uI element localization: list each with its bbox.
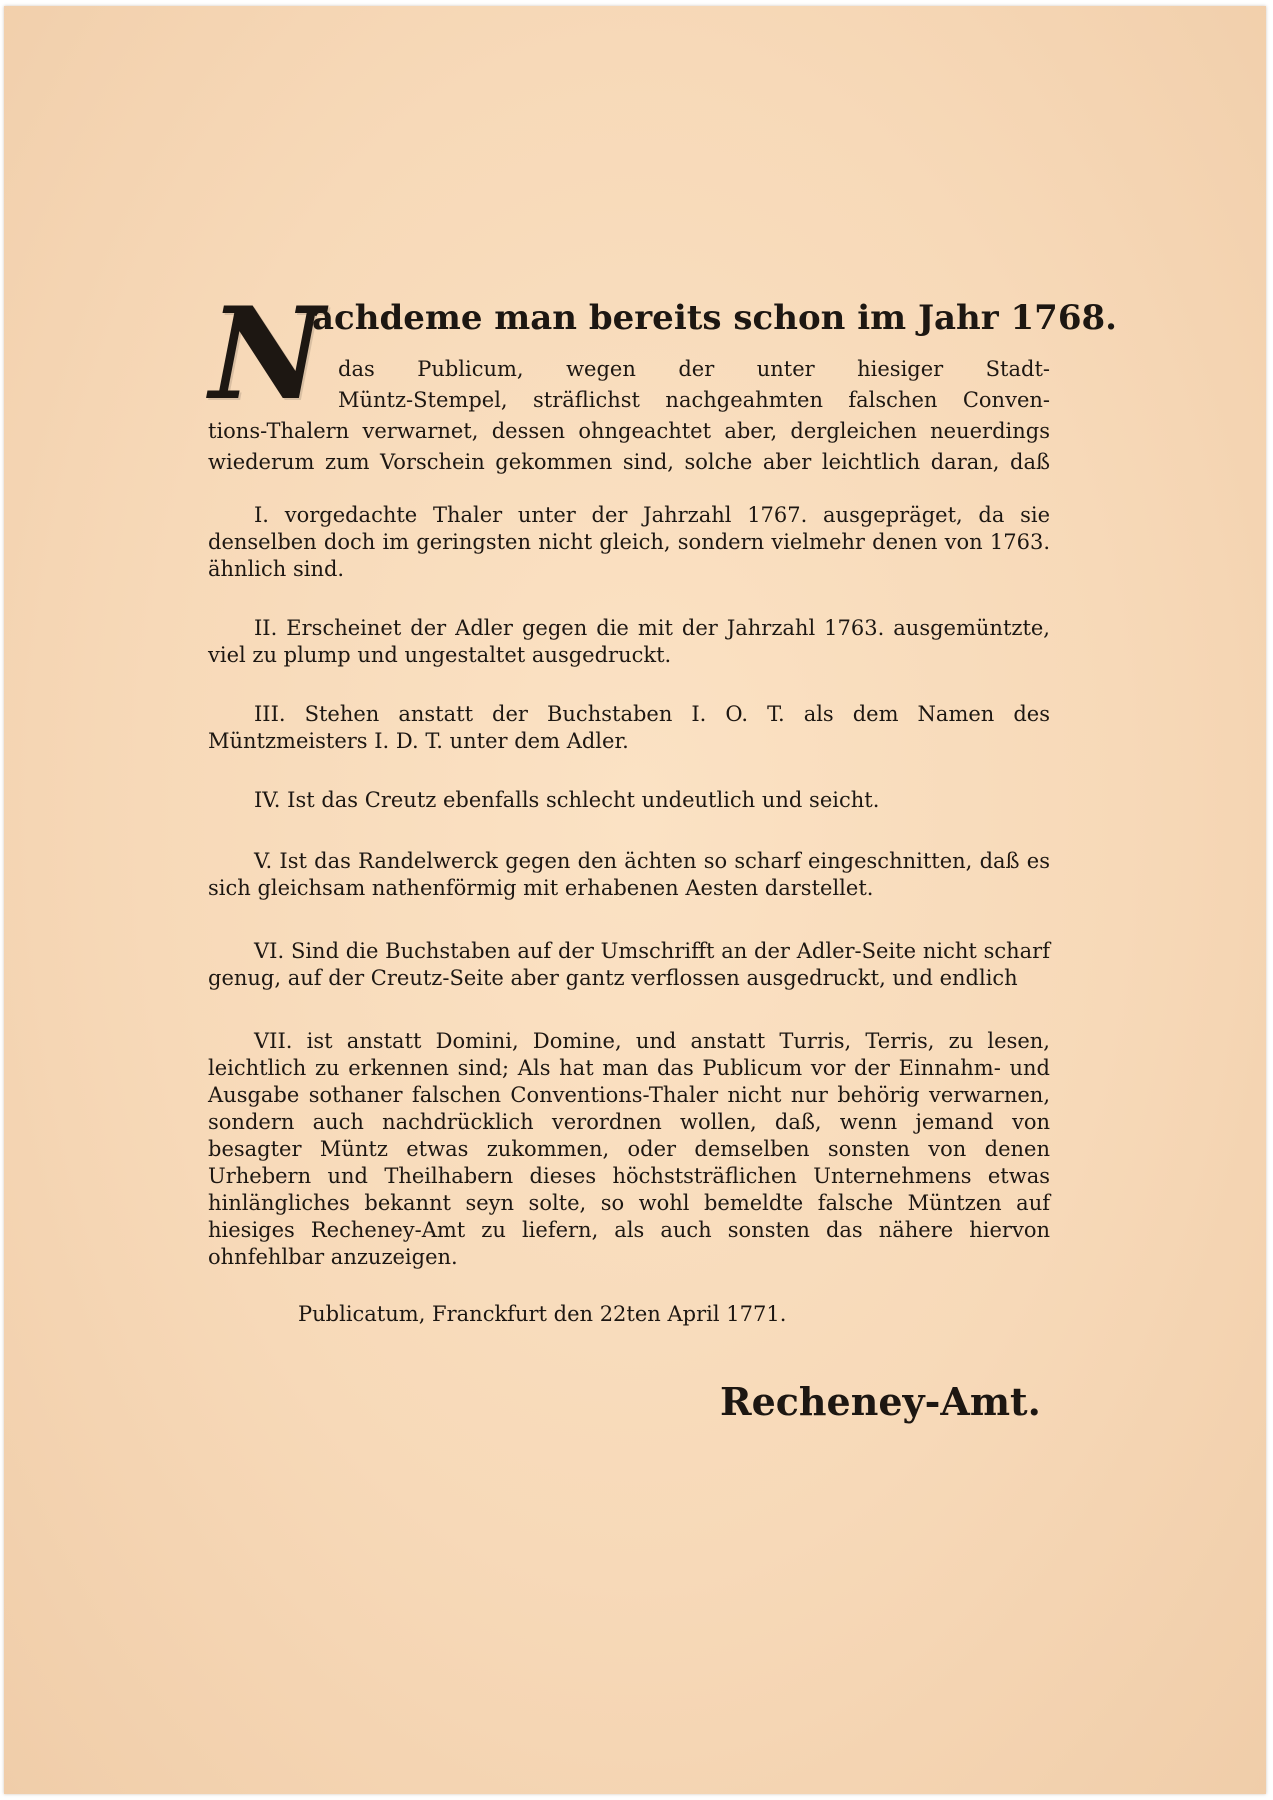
point-numeral: VII.: [254, 1029, 293, 1053]
point-i: [208, 502, 1050, 583]
point-numeral: II.: [254, 616, 278, 640]
decorated-initial: N: [209, 280, 325, 428]
ordinance-text: [208, 280, 1117, 1424]
point-numeral: III.: [254, 702, 286, 726]
point-text: Stehen anstatt der Buchstaben I. O. T. als dem Namen des Müntzmeisters I. D. T. unter dem Adler.: [208, 702, 1050, 753]
point-numeral: I.: [254, 503, 269, 527]
point-vii: [208, 1028, 1050, 1271]
point-text: Erscheinet der Adler gegen die mit der Jahrzahl 1763. ausgemüntzte, viel zu plump und ungestaltet ausgedruckt.: [208, 616, 1050, 667]
point-iii: [208, 701, 1050, 755]
signature: Recheney-Amt.: [720, 1379, 1041, 1424]
opening-line-2: das Publicum, wegen der unter hiesiger Stadt-: [338, 357, 1050, 381]
publication-line: Publicatum, Franckfurt den 22ten April 1771.: [298, 1302, 787, 1326]
opening-line-3: Müntz-Stempel, sträflichst nachgeahmten falschen Conven-: [338, 388, 1050, 412]
point-text: Ist das Randelwerck gegen den ächten so scharf eingeschnitten, daß es sich gleichsam nathenförmig mit erhabenen Aesten darstellet.: [208, 849, 1050, 900]
point-text: Sind die Buchstaben auf der Umschrifft an der Adler-Seite nicht scharf genug, auf der Creutz-Seite aber gantz verflossen ausgedruckt, und endlich: [208, 939, 1050, 990]
opening-line-4: tions-Thalern verwarnet, dessen ohngeachtet aber, dergleichen neuerdings: [208, 419, 1050, 443]
point-text: ist anstatt Domini, Domine, und anstatt Turris, Terris, zu lesen, leichtlich zu erkennen sind; Als hat man das Publicum vor der Einnahm- und Ausgabe sothaner falschen Conventions-Thaler nicht nur behörig verwarnen, sondern auch nachdrücklich verordnen wollen, daß, wenn jemand von besagter Müntz etwas zukommen, oder demselben sonsten von denen Urhebern und Theilhabern dieses höchststräflichen Unternehmens etwas hinlängliches bekannt seyn solte, so wohl bemeldte falsche Müntzen auf hiesiges Recheney-Amt zu liefern, als auch sonsten das nähere hiervon ohnfehlbar anzuzeigen.: [208, 1029, 1050, 1269]
opening-line-5: wiederum zum Vorschein gekommen sind, solche aber leichtlich daran, daß: [208, 450, 1050, 474]
document-sheet: [4, 6, 1266, 1794]
point-numeral: V.: [254, 849, 273, 873]
point-iv: [208, 787, 1050, 814]
opening-paragraph: [208, 280, 1117, 484]
point-text: vorgedachte Thaler unter der Jahrzahl 1767. ausgepräget, da sie denselben doch im geringsten nicht gleich, sondern vielmehr denen von 1763. ähnlich sind.: [208, 503, 1050, 581]
point-ii: [208, 615, 1050, 669]
point-vi: [208, 938, 1050, 992]
point-v: [208, 848, 1050, 902]
point-numeral: VI.: [254, 939, 285, 963]
point-text: Ist das Creutz ebenfalls schlecht undeutlich und seicht.: [287, 788, 880, 812]
opening-line-1: achdeme man bereits schon im Jahr 1768.: [312, 298, 1117, 338]
point-numeral: IV.: [254, 788, 281, 812]
